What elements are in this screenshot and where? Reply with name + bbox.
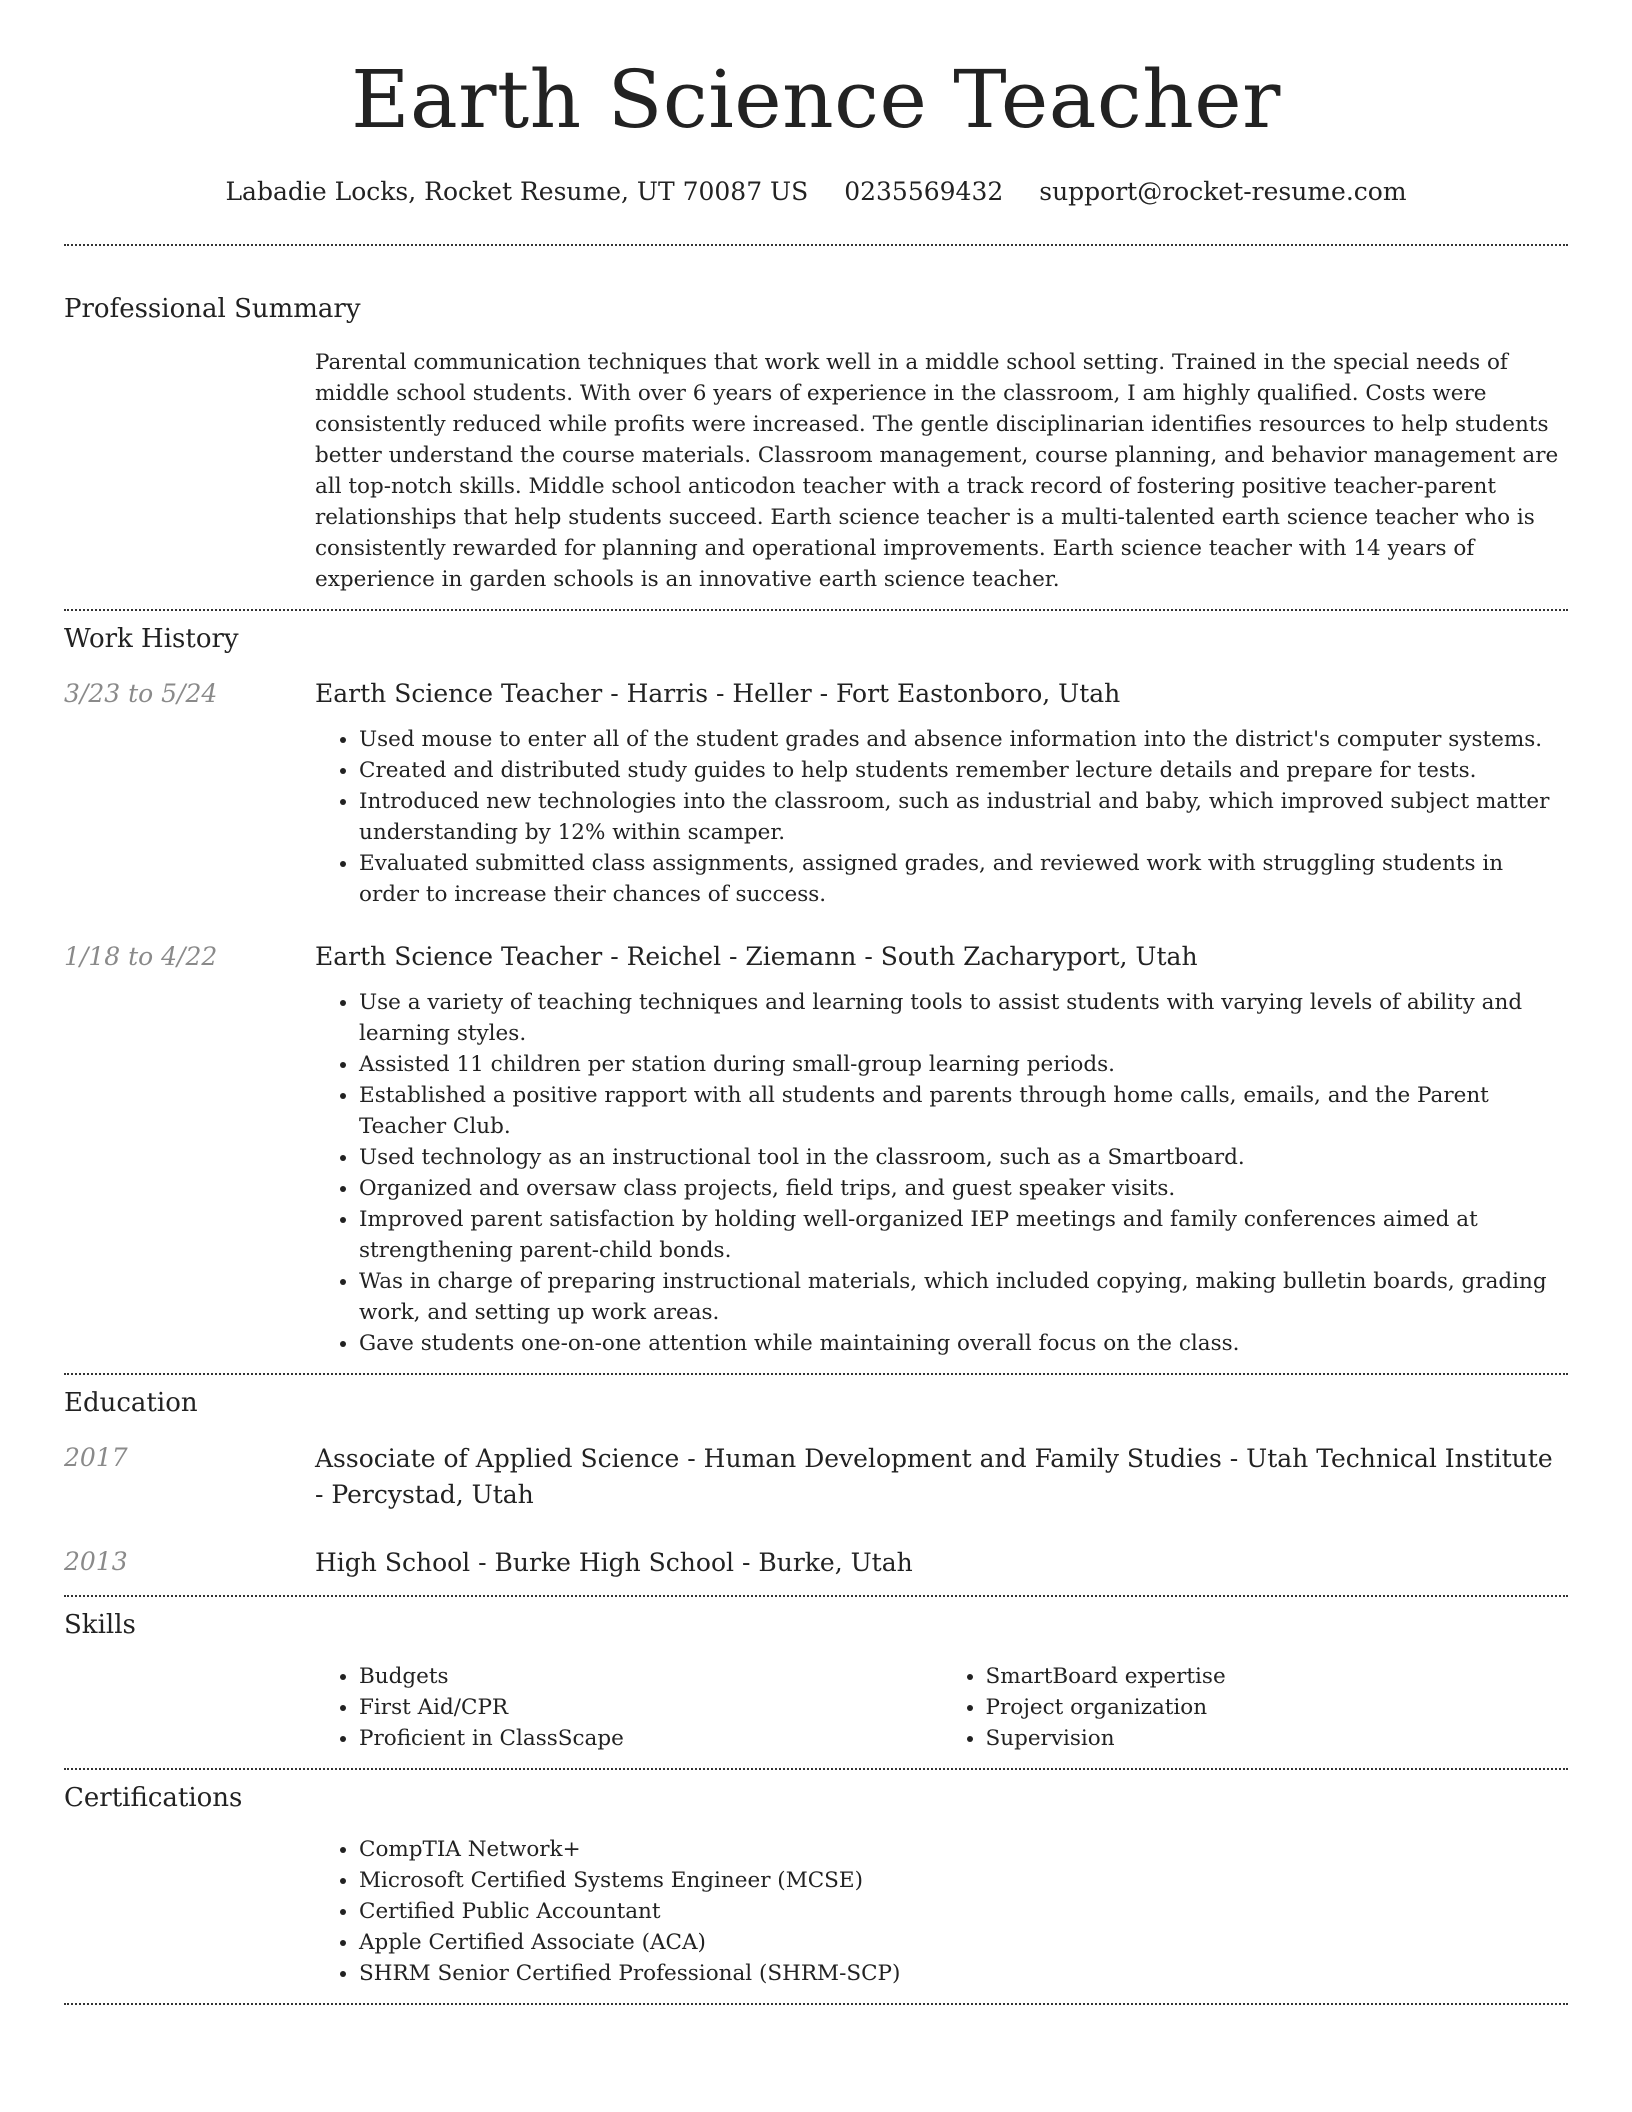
job-heading: Earth Science Teacher - Harris - Heller - Fort Eastonboro, Utah	[315, 679, 1121, 708]
contact-line	[64, 174, 1568, 210]
education-heading: Associate of Applied Science - Human Development and Family Studies - Utah Technical Institute - Percystad, Utah	[315, 1444, 1553, 1509]
certifications-list	[315, 1834, 1568, 1989]
section-divider	[64, 609, 1568, 611]
skill-item: • Proficient in ClassScape	[359, 1723, 942, 1754]
education-year: 2013	[64, 1547, 128, 1576]
certification-item: • SHRM Senior Certified Professional (SHRM-SCP)	[359, 1958, 1568, 1989]
job-bullet: • Was in charge of preparing instructional materials, which included copying, making bulletin boards, grading work, and setting up work areas.	[359, 1266, 1568, 1328]
job-bullet: • Organized and oversaw class projects, field trips, and guest speaker visits.	[359, 1173, 1568, 1204]
skill-item: • First Aid/CPR	[359, 1692, 942, 1723]
skill-item: • Budgets	[359, 1661, 942, 1692]
job-entry	[64, 940, 1568, 1359]
certification-item: • Microsoft Certified Systems Engineer (MCSE)	[359, 1865, 1568, 1896]
job-bullet: • Used technology as an instructional tool in the classroom, such as a Smartboard.	[359, 1142, 1568, 1173]
job-dates: 3/23 to 5/24	[64, 679, 218, 708]
job-dates: 1/18 to 4/22	[64, 942, 218, 971]
skill-item: • Project organization	[986, 1692, 1569, 1723]
job-heading: Earth Science Teacher - Reichel - Ziemann - South Zacharyport, Utah	[315, 942, 1198, 971]
contact-phone: 0235569432	[844, 177, 1004, 206]
section-divider	[64, 1595, 1568, 1597]
summary-text: Parental communication techniques that work well in a middle school setting. Trained in the special needs of middle school students. With over 6 years of experience in the classroom, I am highly qualified. Costs were consistently reduced while profits were increased. The gentle disciplinarian identifies resources to help students better understand the course materials. Classroom management, course planning, and behavior management are all top-notch skills. Middle school anticodon teacher with a track record of fostering positive teacher-parent relationships that help students succeed. Earth science teacher is a multi-talented earth science teacher who is consistently rewarded for planning and operational improvements. Earth science teacher with 14 years of experience in garden schools is an innovative earth science teacher.	[315, 350, 1559, 592]
education-heading: High School - Burke High School - Burke, Utah	[315, 1548, 913, 1577]
education-entry	[64, 1545, 1568, 1581]
certification-item: • Apple Certified Associate (ACA)	[359, 1927, 1568, 1958]
job-bullet: • Improved parent satisfaction by holding well-organized IEP meetings and family conferences aimed at strengthening parent-child bonds.	[359, 1204, 1568, 1266]
certification-item: • Certified Public Accountant	[359, 1896, 1568, 1927]
skills-section	[64, 1607, 1568, 1754]
education-section	[64, 1385, 1568, 1581]
job-bullets	[315, 724, 1568, 910]
work-history-title: Work History	[64, 624, 239, 654]
job-bullet: • Use a variety of teaching techniques and learning tools to assist students with varying levels of ability and learning styles.	[359, 987, 1568, 1049]
skills-title: Skills	[64, 1610, 136, 1640]
job-entry	[64, 677, 1568, 910]
skills-list-left	[315, 1661, 942, 1754]
contact-email: support@rocket-resume.com	[1039, 177, 1407, 206]
certifications-section	[64, 1780, 1568, 1989]
section-divider	[64, 1373, 1568, 1375]
job-bullet: • Introduced new technologies into the classroom, such as industrial and baby, which improved subject matter understanding by 12% within scamper.	[359, 786, 1568, 848]
section-divider	[64, 1768, 1568, 1770]
job-bullet: • Assisted 11 children per station during small-group learning periods.	[359, 1049, 1568, 1080]
summary-title: Professional Summary	[64, 294, 361, 324]
section-divider	[64, 2003, 1568, 2005]
job-bullet: • Gave students one-on-one attention while maintaining overall focus on the class.	[359, 1328, 1568, 1359]
job-bullet: • Evaluated submitted class assignments, assigned grades, and reviewed work with struggling students in order to increase their chances of success.	[359, 848, 1568, 910]
job-bullet: • Created and distributed study guides to help students remember lecture details and prepare for tests.	[359, 755, 1568, 786]
summary-spacer	[64, 347, 315, 595]
section-divider	[64, 244, 1568, 246]
skill-item: • Supervision	[986, 1723, 1569, 1754]
certifications-spacer	[64, 1834, 315, 1989]
skills-spacer	[64, 1661, 315, 1754]
education-year: 2017	[64, 1443, 128, 1472]
job-bullet: • Established a positive rapport with all students and parents through home calls, emails, and the Parent Teacher Club.	[359, 1080, 1568, 1142]
skills-list-right	[942, 1661, 1569, 1754]
job-bullet: • Used mouse to enter all of the student grades and absence information into the district's computer systems.	[359, 724, 1568, 755]
work-history-section	[64, 621, 1568, 1359]
education-entry	[64, 1441, 1568, 1513]
skill-item: • SmartBoard expertise	[986, 1661, 1569, 1692]
certifications-title: Certifications	[64, 1783, 243, 1813]
education-title: Education	[64, 1388, 198, 1418]
resume-name: Earth Science Teacher	[351, 53, 1281, 146]
contact-address: Labadie Locks, Rocket Resume, UT 70087 US	[225, 177, 809, 206]
summary-section	[64, 291, 1568, 595]
certification-item: • CompTIA Network+	[359, 1834, 1568, 1865]
job-bullets	[315, 987, 1568, 1359]
